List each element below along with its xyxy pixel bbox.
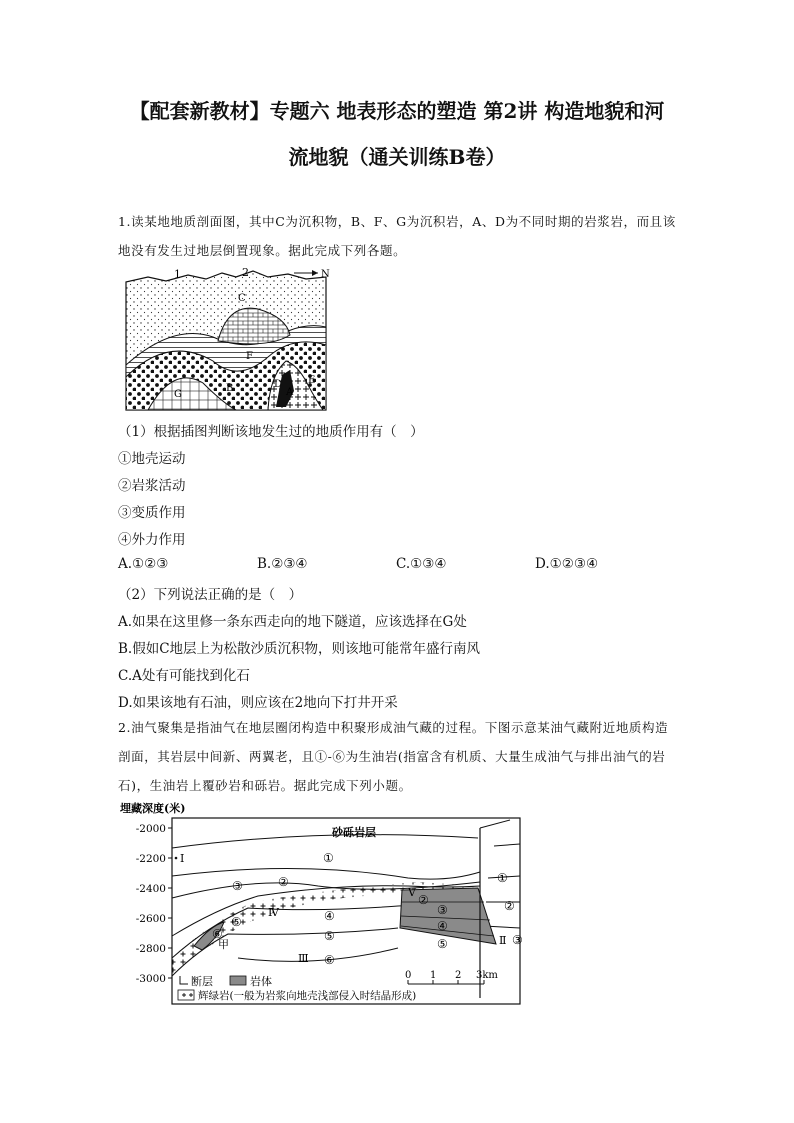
q1-fig-label-E: E xyxy=(308,375,316,386)
q1-sub1-option-d: D.①②③④ xyxy=(535,556,599,572)
q2-y-axis-title: 埋藏深度(米) xyxy=(120,802,186,815)
q2-right-layer-1: ① xyxy=(497,871,508,885)
q1-fig-label-B: B xyxy=(226,383,234,394)
rock-legend-icon xyxy=(230,976,246,985)
q1-intro: 1.读某地地质剖面图，其中C为沉积物，B、F、G为沉积岩，A、D为不同时期的岩浆岩，而且该地没有发生过地层倒置现象。据此完成下列各题。 xyxy=(118,214,676,258)
q2-legend-diabase: 辉绿岩(一般为岩浆向地壳浅部侵入时结晶形成) xyxy=(198,990,417,1002)
doc-title-line-1: 【配套新教材】专题六 地表形态的塑造 第2讲 构造地貌和河 xyxy=(129,99,665,123)
q1-fig-label-D: D xyxy=(274,379,283,390)
q1-sub2-option-c: C.A处有可能找到化石 xyxy=(118,668,250,684)
q1-fig-label-C: C xyxy=(238,293,246,304)
q1-sub1-option-b: B.②③④ xyxy=(257,556,308,572)
q2-layer-3: ③ xyxy=(232,879,243,893)
q2-legend-fault: 断层 xyxy=(191,975,213,988)
q2-top-layer-label: 砂砾岩层 xyxy=(332,826,376,839)
q2-layer-1: ① xyxy=(323,851,334,865)
q1-fig-label-F: F xyxy=(246,351,253,362)
q1-sub2-option-b: B.假如C地层上为松散沙质沉积物，则该地可能常年盛行南风 xyxy=(118,641,481,657)
doc-title-line-2: 流地貌（通关训练B卷） xyxy=(288,145,506,169)
q2-right-layer-4: ④ xyxy=(437,919,448,933)
q2-right-layer-2: ② xyxy=(418,893,429,907)
q1-sub2-option-a: A.如果在这里修一条东西走向的地下隧道，应该选择在G处 xyxy=(118,614,467,630)
q2-right-layer-5: ⑤ xyxy=(437,937,448,951)
q2-scale-2: 2 xyxy=(455,970,462,981)
q2-legend-rock: 岩体 xyxy=(250,975,272,988)
fault-legend-icon xyxy=(180,976,188,984)
q2-y-tick-2200: -2200 xyxy=(135,853,166,865)
q2-scale-0: 0 xyxy=(405,970,412,981)
q1-fig-label-A: A xyxy=(286,387,294,398)
q1-sub1-item-2: ②岩浆活动 xyxy=(118,478,186,494)
q2-point-I: Ⅰ xyxy=(180,852,185,865)
q2-left-layer-5: ⑤ xyxy=(231,915,242,929)
q2-layer-5: ⑤ xyxy=(324,929,335,943)
q2-point-V: Ⅴ xyxy=(408,886,416,899)
q1-sub1-option-a: A.①②③ xyxy=(118,556,169,572)
q2-y-tick-3000: -3000 xyxy=(135,973,166,985)
q1-sub1-option-c: C.①③④ xyxy=(396,556,447,572)
q2-y-tick-2800: -2800 xyxy=(135,943,166,955)
q1-fig-label-1: 1 xyxy=(174,268,181,281)
q1-fig-label-G: G xyxy=(174,389,182,400)
q2-point-jia: 甲 xyxy=(218,938,229,951)
q1-geologic-section xyxy=(118,265,338,415)
q2-y-tick-2000: -2000 xyxy=(135,823,166,835)
q1-sub2-option-d: D.如果该地有石油，则应该在2地向下打井开采 xyxy=(118,695,398,711)
q2-point-III: Ⅲ xyxy=(298,952,309,965)
q2-intro: 2.油气聚集是指油气在地层圈闭构造中积聚形成油气藏的过程。下图示意某油气藏附近地质构造剖面，其岩层中间新、两翼老，且①-⑥为生油岩(指富含有机质、大量生成油气与排出油气的岩石)，生油岩上覆砂岩和砾岩。据此完成下列小题。 xyxy=(118,720,669,793)
q2-y-tick-2600: -2600 xyxy=(135,913,166,925)
q2-scale-1: 1 xyxy=(430,970,437,981)
q2-scale-3km: 3km xyxy=(476,970,498,981)
q1-fig-label-N: N xyxy=(321,269,330,280)
q2-layer-6: ⑥ xyxy=(324,953,335,967)
q2-right-layer-2b: ② xyxy=(504,899,515,913)
q2-oil-gas-section xyxy=(118,798,528,1008)
q2-point-IV: Ⅳ xyxy=(268,906,279,919)
q2-left-layer-6: ⑥ xyxy=(212,927,223,941)
q2-layer-2: ② xyxy=(278,875,289,889)
q2-y-tick-2400: -2400 xyxy=(135,883,166,895)
q1-sub1-item-4: ④外力作用 xyxy=(118,532,186,548)
q1-fig-label-2: 2 xyxy=(242,266,249,279)
q2-right-layer-3: ③ xyxy=(437,903,448,917)
q2-layer-4: ④ xyxy=(324,909,335,923)
q1-sub1-item-1: ①地壳运动 xyxy=(118,451,186,467)
q1-sub2-stem: （2）下列说法正确的是（ ） xyxy=(118,587,303,603)
q2-point-II: Ⅱ xyxy=(499,934,507,947)
q1-sub1-item-3: ③变质作用 xyxy=(118,505,186,521)
q1-sub1-stem: （1）根据插图判断该地发生过的地质作用有（ ） xyxy=(118,424,424,440)
q2-right-layer-3b: ③ xyxy=(512,933,523,947)
